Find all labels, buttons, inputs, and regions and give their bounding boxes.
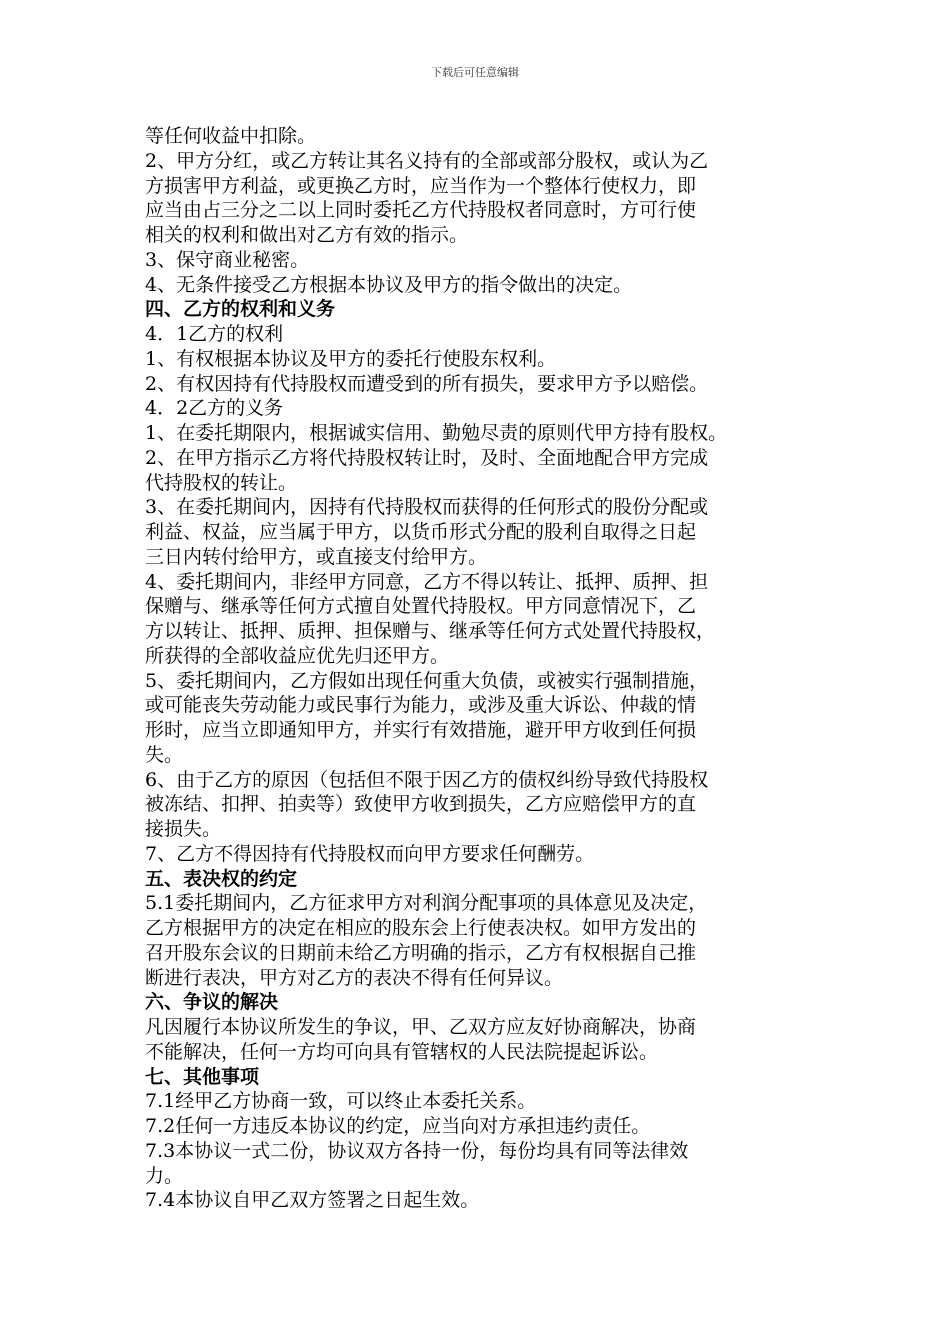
text-line: 4、委托期间内，非经甲方同意，乙方不得以转让、抵押、质押、担: [145, 570, 709, 593]
text-line: 7.4本协议自甲乙双方签署之日起生效。: [145, 1189, 480, 1212]
text-line: 或可能丧失劳动能力或民事行为能力，或涉及重大诉讼、仲裁的情: [145, 694, 697, 717]
text-line: 保赠与、继承等任何方式擅自处置代持股权。甲方同意情况下，乙: [145, 595, 697, 618]
section-heading: 六、争议的解决: [145, 991, 279, 1014]
text-line: 5、委托期间内，乙方假如出现任何重大负债，或被实行强制措施，: [145, 669, 709, 692]
text-line: 4、无条件接受乙方根据本协议及甲方的指令做出的决定。: [145, 273, 633, 296]
text-line: 7.1经甲乙方协商一致，可以终止本委托关系。: [145, 1090, 537, 1113]
text-line: 7.2任何一方违反本协议的约定，应当向对方承担违约责任。: [145, 1115, 651, 1137]
text-line: 力。: [145, 1164, 184, 1187]
text-line: 4．1乙方的权利: [145, 323, 284, 345]
text-line: 3、保守商业秘密。: [145, 248, 310, 271]
text-line: 方损害甲方利益，或更换乙方时，应当作为一个整体行使权力，即: [145, 174, 697, 197]
text-line: 断进行表决，甲方对乙方的表决不得有任何异议。: [145, 966, 564, 989]
section-heading: 四、乙方的权利和义务: [145, 298, 336, 321]
text-line: 2、甲方分红，或乙方转让其名义持有的全部或部分股权，或认为乙: [145, 149, 709, 172]
text-line: 被冻结、扣押、拍卖等）致使甲方收到损失，乙方应赔偿甲方的直: [145, 793, 697, 816]
text-line: 等任何收益中扣除。: [145, 125, 317, 147]
text-line: 3、在委托期间内，因持有代持股权而获得的任何形式的股份分配或: [145, 496, 709, 519]
text-line: 4．2乙方的义务: [145, 397, 284, 420]
text-line: 相关的权利和做出对乙方有效的指示。: [145, 224, 469, 246]
text-line: 召开股东会议的日期前未给乙方明确的指示，乙方有权根据自己推: [145, 941, 697, 964]
text-line: 方以转让、抵押、质押、担保赠与、继承等任何方式处置代持股权，: [145, 620, 716, 642]
text-line: 形时，应当立即通知甲方，并实行有效措施，避开甲方收到任何损: [145, 719, 697, 741]
text-line: 所获得的全部收益应优先归还甲方。: [145, 644, 450, 667]
text-line: 1、有权根据本协议及甲方的委托行使股东权利。: [145, 347, 557, 370]
text-line: 凡因履行本协议所发生的争议，甲、乙双方应友好协商解决，协商: [145, 1016, 697, 1038]
text-line: 7.3本协议一式二份，协议双方各持一份，每份均具有同等法律效: [145, 1139, 689, 1162]
text-line: 三日内转付给甲方，或直接支付给甲方。: [145, 545, 488, 568]
section-heading: 七、其他事项: [145, 1065, 260, 1088]
text-line: 1、在委托期限内，根据诚实信用、勤勉尽责的原则代甲方持有股权。: [145, 422, 728, 444]
text-line: 代持股权的转让。: [145, 471, 298, 494]
page-header: 下载后可任意编辑: [431, 66, 519, 79]
text-line: 接损失。: [145, 818, 222, 840]
text-line: 6、由于乙方的原因（包括但不限于因乙方的债权纠纷导致代持股权: [145, 768, 709, 791]
text-line: 不能解决，任何一方均可向具有管辖权的人民法院提起诉讼。: [145, 1040, 659, 1063]
section-heading: 五、表决权的约定: [145, 867, 298, 890]
text-line: 失。: [145, 743, 184, 766]
text-line: 2、有权因持有代持股权而遭受到的所有损失，要求甲方予以赔偿。: [145, 372, 709, 395]
text-line: 2、在甲方指示乙方将代持股权转让时，及时、全面地配合甲方完成: [145, 446, 709, 469]
text-line: 应当由占三分之二以上同时委托乙方代持股权者同意时，方可行使: [145, 199, 697, 222]
text-line: 利益、权益，应当属于甲方，以货币形式分配的股利自取得之日起: [145, 521, 697, 543]
document-body: [145, 124, 815, 1213]
text-line: 5.1委托期间内，乙方征求甲方对利润分配事项的具体意见及决定，: [145, 892, 708, 915]
text-line: 7、乙方不得因持有代持股权而向甲方要求任何酬劳。: [145, 842, 595, 865]
text-line: 乙方根据甲方的决定在相应的股东会上行使表决权。如甲方发出的: [145, 917, 697, 939]
